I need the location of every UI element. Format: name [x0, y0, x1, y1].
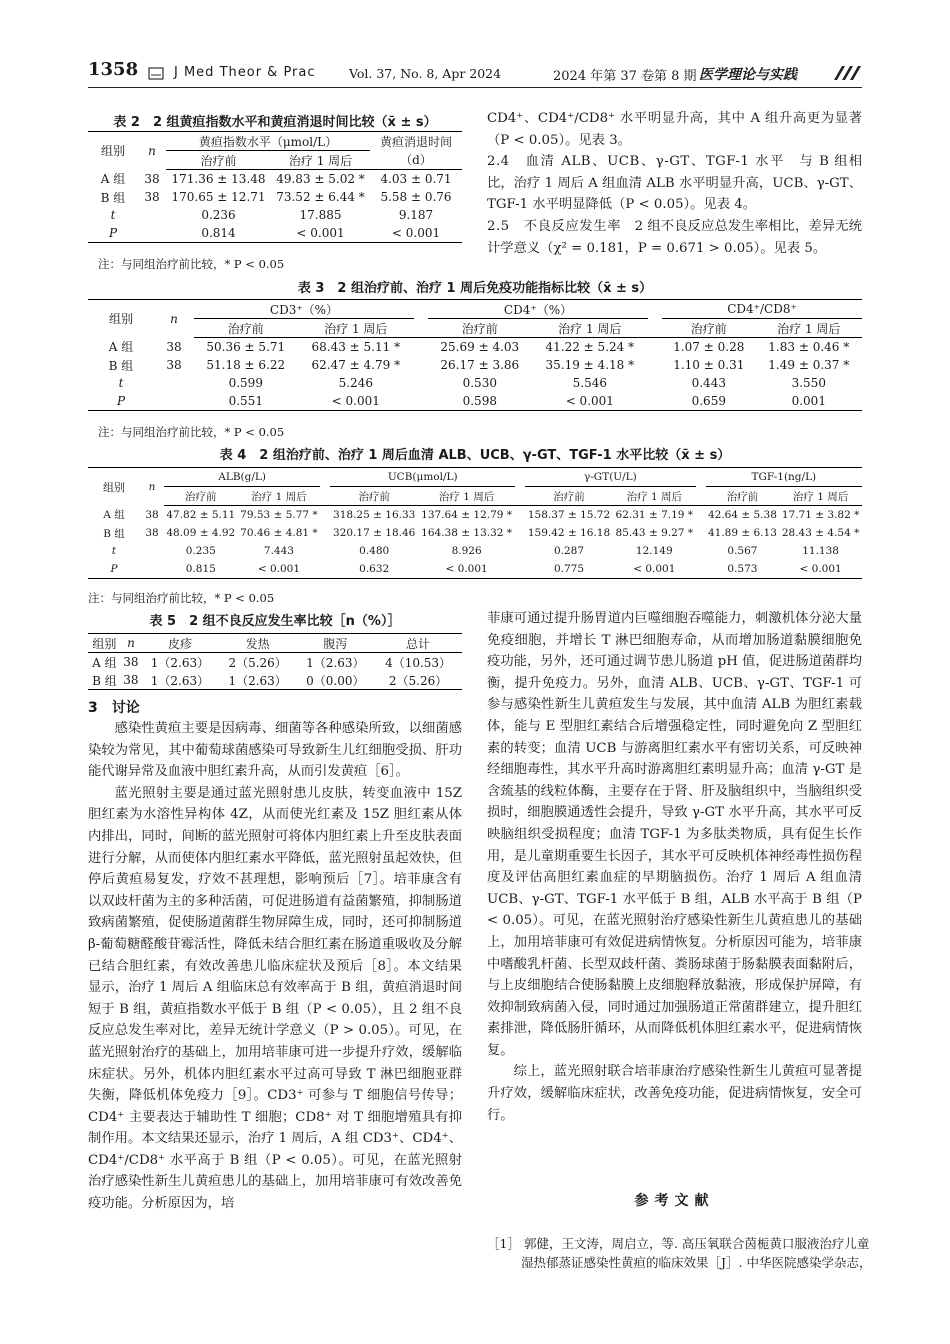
ref-1-number: ［1］ [487, 1236, 520, 1251]
table-row: t 0.236 17.885 9.187 [110, 208, 434, 222]
section-2-4-body: 与 B 组相比，治疗 1 周后 A 组血清 ALB 水平明显升高，UCB、γ-GT、TGF-1 水平明显降低（P < 0.05）。见表 4。 [487, 154, 862, 213]
table5: 组别 n 皮疹 发热 腹泻 总计 A 组 38 1（2.63） 2（5.26） 1（2.63） 4（10.53） B 组 38 1（2.63） 1（2.63） 0（0.00） 2（5.26） [88, 633, 462, 690]
table-row: B 组 38 48.09 ± 4.92 70.46 ± 4.81 * 320.17 ± 18.46 164.38 ± 13.32 * 159.42 ± 16.18 85.43 ± 9.27 * 41.89 ± 6.13 28.43 ± 4.54 * [103, 527, 860, 540]
table3-caption: 表 3 2 组治疗前、治疗 1 周后免疫功能指标比较（x̄ ± s） [297, 281, 653, 296]
table4-caption: 表 4 2 组治疗前、治疗 1 周后血清 ALB、UCB、γ-GT、TGF-1 水平比较（x̄ ± s） [219, 448, 731, 463]
t4-h-alb: ALB(g/L) [164, 468, 320, 487]
t4-h-ucb: UCB(μmol/L) [330, 468, 515, 487]
journal-mark-icon [832, 64, 862, 86]
t4-h-ggt: γ-GT(U/L) [525, 468, 696, 487]
discussion-p1: 感染性黄疸主要是因病毒、细菌等各种感染所致，以细菌感染较为常见，其中葡萄球菌感染可导致新生儿红细胞受损、肝功能代谢异常及血液中胆红素升高，从而引发黄疸［6］。 [88, 721, 462, 780]
t2-h-after: 治疗 1 周后 [271, 151, 370, 170]
t3-h-cd4: CD4⁺（%） [428, 300, 648, 319]
table-row: B 组 38 1（2.63） 1（2.63） 0（0.00） 2（5.26） [92, 673, 448, 688]
section-2-5-body: 2 组不良反应总发生率相比，差异无统计学意义（χ² = 0.181，P = 0.671 > 0.05）。见表 5。 [487, 218, 863, 256]
volume-en: Vol. 37, No. 8, Apr 2024 [349, 66, 502, 81]
table4-note: 注：与同组治疗前比较，* P < 0.05 [88, 591, 275, 605]
ref-1-line1: 郭健，王文涛，周启立，等. 高压氧联合茵栀黄口服液治疗儿童 [523, 1236, 870, 1251]
table-row: P 0.551 < 0.001 0.598 < 0.001 0.659 0.001 [116, 394, 826, 408]
results-p1: CD4⁺、CD4⁺/CD8⁺ 水平明显升高，其中 A 组升高更为显著（P < 0.05）。见表 3。 [487, 111, 862, 148]
section-2-4-heading: 2.4 血清 ALB、UCB、γ-GT、TGF-1 水平 [487, 154, 785, 170]
discussion-left [88, 718, 462, 1215]
table-row: A 组 38 171.36 ± 13.48 49.83 ± 5.02 * 4.03 ± 0.71 [100, 171, 452, 187]
section-3-heading: 3 讨论 [88, 700, 140, 716]
journal-name-en: J Med Theor & Prac [174, 65, 316, 80]
table2-caption: 表 2 2 组黄疸指数水平和黄疸消退时间比较（x̄ ± s） [113, 115, 437, 130]
section-2-5-heading: 2.5 不良反应发生率 [487, 218, 622, 234]
t2-h-time-unit: （d） [370, 151, 462, 170]
table-row: A 组 38 1（2.63） 2（5.26） 1（2.63） 4（10.53） [92, 655, 452, 670]
table-row: B 组 38 51.18 ± 6.22 62.47 ± 4.79 * 26.17 ± 3.86 35.19 ± 4.18 * 1.10 ± 0.31 1.49 ± 0.37 * [108, 358, 850, 373]
t2-h-index: 黄疸指数水平（μmol/L） [166, 132, 370, 151]
table-row: t 0.235 7.443 0.480 8.926 0.287 12.149 0.567 11.138 [111, 545, 839, 557]
t2-h-before: 治疗前 [166, 151, 271, 170]
t3-h-group: 组别 [108, 312, 133, 327]
discussion-p3: 菲康可通过提升肠胃道内巨噬细胞吞噬能力，刺激机体分泌大量免疫细胞，并增长 T 淋巴细胞寿命，从而增加肠道黏膜细胞免疫功能，另外，还可通过调节患儿肠道 pH 值，促进肠道菌群均衡，提升免疫力。另外，血清 ALB、UCB、γ-GT、TGF-1 可参与感染性新生儿黄疸发生与发展，其中血清 ALB 为胆红素载体，能与 E 型胆红素结合后增强稳定性，同时避免向 Z 型胆红素的转变；血清 UCB 与游离胆红素水平有密切关系，可反映神经细胞毒性，其水平升高时游离胆红素明显升高；血清 γ-GT 是含巯基的线粒体酶，主要存在于肾、肝及脑组织中，当脑组织受损时，细胞膜通透性会提升，导致 γ-GT 水平升高，其水平可反映脑组织受损程度；血清 TGF-1 为多肽类物质，具有促生长作用，是儿童期重要生长因子，其水平可反映机体神经毒性损伤程度及评估高胆红素血症的早期脑损伤。治疗 1 周后 A 组血清 UCB、γ-GT、TGF-1 水平低于 B 组，ALB 水平高于 B 组（P < 0.05）。可见，在蓝光照射治疗感染性新生儿黄疸患儿的基础上，加用培菲康可有效促进病情恢复。分析原因可能为，培菲康中嗜酸乳杆菌、长型双歧杆菌、粪肠球菌于肠黏膜表面黏附后，与上皮细胞结合使肠黏膜上皮细胞释放黏液，形成保护屏障，有效抑制致病菌入侵，同时通过加强肠道正常菌群建立，提升胆红素排泄，降低肠肝循环，从而降低机体胆红素水平，促进病情恢复。 [487, 611, 862, 1058]
t3-h-n: n [170, 311, 178, 326]
table-row: P 0.815 < 0.001 0.632 < 0.001 0.775 < 0.001 0.573 < 0.001 [110, 563, 842, 575]
table-row: B 组 38 170.65 ± 12.71 73.52 ± 6.44 * 5.58 ± 0.76 [100, 190, 452, 205]
table3-note: 注：与同组治疗前比较，* P < 0.05 [98, 425, 285, 439]
table-row: t 0.599 5.246 0.530 5.546 0.443 3.550 [118, 376, 826, 390]
table-row: P 0.814 < 0.001 < 0.001 [108, 226, 441, 240]
header-rule [88, 87, 862, 88]
reference-1 [487, 1234, 872, 1272]
discussion-p2: 蓝光照射主要是通过蓝光照射患儿皮肤，转变血液中 15Z 胆红素为水溶性异构体 4Z，从而使光红素及 15Z 胆红素从体内排出，同时，间断的蓝光照射可将体内胆红素上升至皮肤表面进行分解，从而使体内胆红素水平降低，蓝光照射虽起效快，但停后黄疸易复发，疗效不甚理想，影响预后［7］。培菲康含有以双歧杆菌为主的多种活菌，可促进肠道有益菌繁殖，抑制肠道致病菌繁殖，促使肠道菌群生物屏障生成，同时，还可抑制肠道 β-葡萄糖醛酸苷霉活性，降低未结合胆红素在肠道重吸收及分解已结合胆红素，有效改善患儿临床症状及预后［8］。本文结果显示，治疗 1 周后 A 组临床总有效率高于 B 组，黄疸消退时间短于 B 组，黄疸指数水平低于 B 组（P < 0.05），且 2 组不良反应总发生率对比，差异无统计学意义（P > 0.05）。可见，在蓝光照射治疗的基础上，加用培菲康可进一步提升疗效，缓解临床症状。另外，机体内胆红素水平过高可导致 T 淋巴细胞亚群失衡，降低机体免疫力［9］。CD3⁺ 可参与 T 细胞信号传导；CD4⁺ 主要表达于辅助性 T 细胞；CD8⁺ 对 T 细胞增殖具有抑制作用。本文结果还显示，治疗 1 周后，A 组 CD3⁺、CD4⁺、CD4⁺/CD8⁺ 水平高于 B 组（P < 0.05）。可见，在蓝光照射治疗感染性新生儿黄疸患儿的基础上，加用培菲康可有效改善免疫功能。分析原因为，培 [88, 785, 462, 1212]
ref-1-line2: 湿热郁蒸证感染性黄疸的临床效果［J］. 中华医院感染学杂志， [521, 1255, 872, 1270]
t4-h-tgf: TGF-1(ng/L) [706, 468, 862, 487]
t3-h-cd3: CD3⁺（%） [194, 300, 414, 319]
discussion-p4: 综上，蓝光照射联合培菲康治疗感染性新生儿黄疸可显著提升疗效，缓解临床症状，改善免疫功能，促进病情恢复，安全可行。 [487, 1064, 862, 1123]
table-row: A 组 38 50.36 ± 5.71 68.43 ± 5.11 * 25.69 ± 4.03 41.22 ± 5.24 * 1.07 ± 0.28 1.83 ± 0.46 * [108, 339, 850, 355]
page-number: 1358 [88, 59, 139, 80]
volume-cn: 2024 年第 37 卷第 8 期 [553, 69, 697, 84]
t3-h-ratio: CD4⁺/CD8⁺ [662, 300, 862, 319]
t2-h-n: n [148, 143, 156, 158]
references-heading: 参考文献 [634, 1193, 715, 1209]
table2 [88, 131, 462, 243]
results-text-right [487, 108, 862, 259]
t2-h-time: 黄疸消退时间 [379, 134, 452, 149]
t2-h-group: 组别 [100, 144, 125, 159]
table4: 组别 n ALB(g/L) UCB(μmol/L) γ-GT(U/L) TGF-1(ng/L) 治疗前 治疗 1 周后 治疗前 治疗 1 周后 治疗前 治疗 1 周后 治疗前 治疗 1 周后 A 组 38 47.82 ± 5.11 79.53 ± 5.77 * 318.25 ± 16.33 137.64 ± 12.79 * 158.37 ± 15.72 62.31 ± 7.19 * 42.64 ± 5.38 17.71 ± 3.82 * B 组 38 48.09 ± 4.92 70.46 ± 4.81 * 320.17 ± 18.46 164.38 ± 13.32 * 159.42 ± 16.18 85.43 ± 9.27 * 41.89 ± 6.13 28.43 ± 4.54 * t 0.235 7.443 0.480 8.926 0.287 12.149 0.567 11.138 P 0.815 < 0.001 0.632 < 0.001 0.775 < 0.001 0.573 < 0.001 [88, 467, 862, 579]
table5-caption: 表 5 2 组不良反应发生率比较［n（%）］ [149, 614, 401, 629]
discussion-right [487, 608, 862, 1126]
table3: 组别 n CD3⁺（%） CD4⁺（%） CD4⁺/CD8⁺ 治疗前 治疗 1 周后 治疗前 治疗 1 周后 治疗前 治疗 1 周后 A 组 38 50.36 ± 5.71 68.43 ± 5.11 * 25.69 ± 4.03 41.22 ± 5.24 * 1.07 ± 0.28 1.83 ± 0.46 * B 组 38 51.18 ± 6.22 62.47 ± 4.79 * 26.17 ± 3.86 35.19 ± 4.18 * 1.10 ± 0.31 1.49 ± 0.37 * t 0.599 5.246 0.530 5.546 0.443 3.550 P 0.551 < 0.001 0.598 < 0.001 0.659 0.001 [88, 299, 862, 411]
journal-name-cn: 医学理论与实践 [699, 67, 797, 83]
table2-note: 注：与同组治疗前比较，* P < 0.05 [98, 257, 285, 271]
table-row: A 组 38 47.82 ± 5.11 79.53 ± 5.77 * 318.25 ± 16.33 137.64 ± 12.79 * 158.37 ± 15.72 62.31 ± 7.19 * 42.64 ± 5.38 17.71 ± 3.82 * [103, 508, 860, 522]
